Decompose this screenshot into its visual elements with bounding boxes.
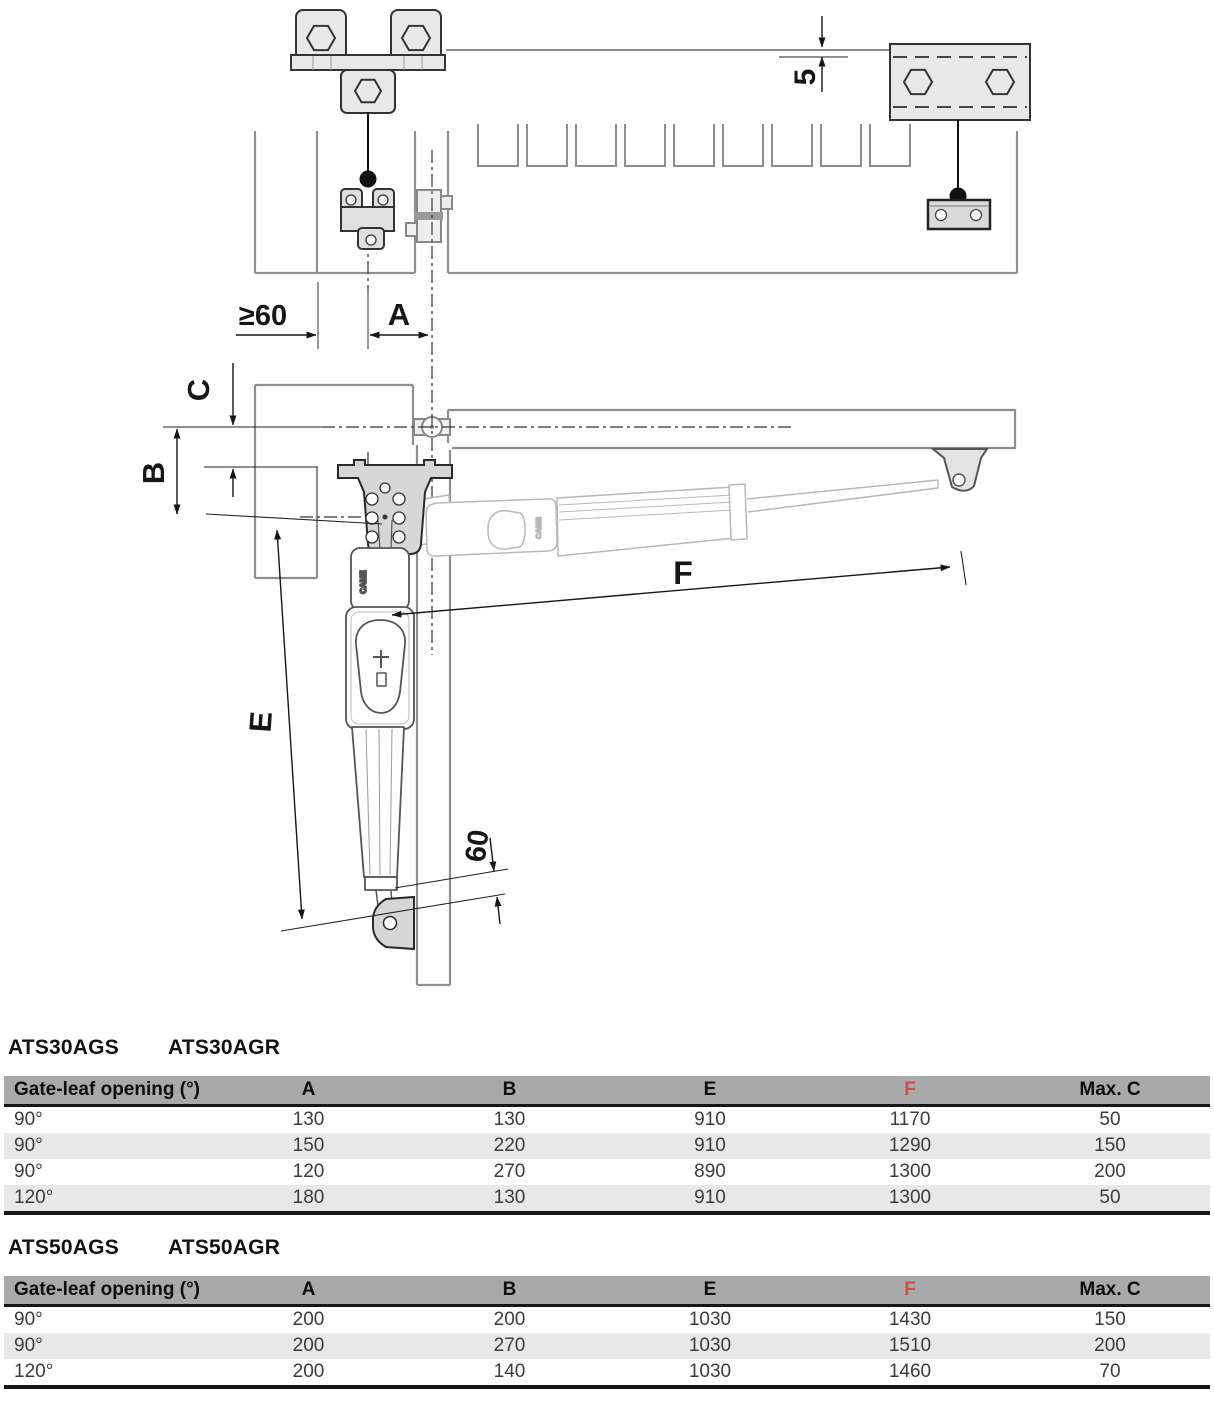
gate-plate-small (928, 200, 990, 229)
col-header-maxc: Max. C (1010, 1076, 1210, 1106)
brand-label-closed: CAME (359, 570, 368, 594)
cell-a: 130 (292, 1109, 325, 1130)
cell-maxc: 150 (1010, 1133, 1210, 1159)
cell-e: 910 (694, 1109, 726, 1130)
spec-table-ats50 (4, 1276, 1210, 1389)
spec-table-ats30 (4, 1076, 1210, 1215)
cell-maxc: 200 (1010, 1333, 1210, 1359)
front-bracket-detail (890, 44, 1030, 120)
model-title-ats30ags: ATS30AGS (8, 1036, 119, 1059)
table-header-row (4, 1276, 1210, 1306)
model-title-ats50agr: ATS50AGR (168, 1236, 281, 1259)
dim-label-e: E (242, 710, 279, 734)
cell-b: 270 (409, 1333, 610, 1359)
dim-label-ge60: ≥60 (238, 300, 288, 332)
cell-maxc: 200 (1094, 1161, 1126, 1182)
cell-b: 270 (493, 1161, 526, 1182)
table-row (4, 1333, 1210, 1359)
rear-bracket-detail (291, 10, 445, 113)
table-row (4, 1133, 1210, 1159)
cell-opening: 90° (14, 1309, 43, 1330)
cell-b: 220 (409, 1133, 610, 1159)
cell-f: 1430 (888, 1309, 932, 1330)
dim-label-c: C (181, 378, 217, 402)
cell-opening: 90° (4, 1333, 208, 1359)
cell-a: 120 (292, 1161, 325, 1182)
cell-f: 1510 (810, 1333, 1010, 1359)
cell-b: 130 (493, 1109, 526, 1130)
col-header-e: E (610, 1076, 810, 1106)
gate-leaf-open-plan (448, 410, 1015, 448)
section-titles-ats30 (0, 1036, 1214, 1062)
model-title-ats30agr: ATS30AGR (168, 1036, 281, 1059)
table-row (4, 1185, 1210, 1213)
table-row (4, 1106, 1210, 1134)
col-header-f: F (810, 1276, 1010, 1306)
cell-e: 910 (610, 1133, 810, 1159)
brand-label-open: CAME (534, 516, 543, 540)
cell-e: 890 (694, 1161, 726, 1182)
cell-a: 180 (208, 1185, 409, 1213)
cell-opening: 90° (14, 1109, 43, 1130)
cell-maxc: 70 (1010, 1359, 1210, 1387)
extension-lines (163, 50, 966, 931)
cell-a: 200 (208, 1333, 409, 1359)
cell-a: 200 (208, 1359, 409, 1387)
cell-maxc: 150 (1094, 1309, 1126, 1330)
cell-f: 1460 (810, 1359, 1010, 1387)
col-header-b: B (409, 1276, 610, 1306)
model-title-ats50ags: ATS50AGS (8, 1236, 119, 1259)
col-header-b: B (409, 1076, 610, 1106)
hinge-hardware (406, 190, 452, 242)
dim-label-5: 5 (788, 68, 822, 86)
cell-f: 1300 (810, 1185, 1010, 1213)
pillar-bracket-small (341, 189, 394, 249)
cell-opening: 90° (4, 1133, 208, 1159)
cell-opening: 90° (14, 1161, 43, 1182)
section-titles-ats50 (0, 1236, 1214, 1262)
gate-elevation-structure (255, 124, 1017, 273)
dimension-arrows (177, 16, 950, 924)
cell-opening: 120° (4, 1185, 208, 1213)
cell-e: 1030 (610, 1359, 810, 1387)
col-header-e: E (610, 1276, 810, 1306)
table-row (4, 1359, 1210, 1387)
cell-maxc: 50 (1099, 1109, 1121, 1130)
cell-e: 1030 (610, 1333, 810, 1359)
cell-a: 200 (292, 1309, 325, 1330)
cell-b: 130 (409, 1185, 610, 1213)
gate-slats (478, 124, 910, 166)
col-header-a: A (208, 1276, 409, 1306)
front-bracket-open (933, 449, 987, 491)
actuator-open-ghost (397, 480, 938, 556)
col-header-opening: Gate-leaf opening (°) (4, 1076, 208, 1106)
actuator-closed (346, 520, 414, 906)
cell-f: 1300 (888, 1161, 932, 1182)
col-header-f: F (810, 1076, 1010, 1106)
cell-maxc: 50 (1010, 1185, 1210, 1213)
cell-b: 140 (409, 1359, 610, 1387)
dim-label-60: 60 (459, 827, 496, 864)
cell-a: 150 (208, 1133, 409, 1159)
front-bracket-closed (373, 897, 414, 949)
cell-b: 200 (493, 1309, 526, 1330)
front-bracket-leader (950, 120, 967, 205)
col-header-a: A (208, 1076, 409, 1106)
table-header-row (4, 1076, 1210, 1106)
dim-label-a: A (387, 297, 411, 332)
cell-f: 1170 (889, 1109, 931, 1130)
cell-opening: 120° (4, 1359, 208, 1387)
cell-f: 1290 (810, 1133, 1010, 1159)
actuator-tube (352, 727, 404, 877)
table-row (4, 1306, 1210, 1334)
cell-e: 910 (610, 1185, 810, 1213)
col-header-maxc: Max. C (1010, 1276, 1210, 1306)
table-row (4, 1159, 1210, 1185)
cell-e: 1030 (688, 1309, 732, 1330)
dim-label-f: F (673, 555, 693, 591)
rear-bracket-leader (360, 112, 377, 188)
col-header-opening: Gate-leaf opening (°) (4, 1276, 208, 1306)
dim-label-b: B (136, 461, 172, 485)
